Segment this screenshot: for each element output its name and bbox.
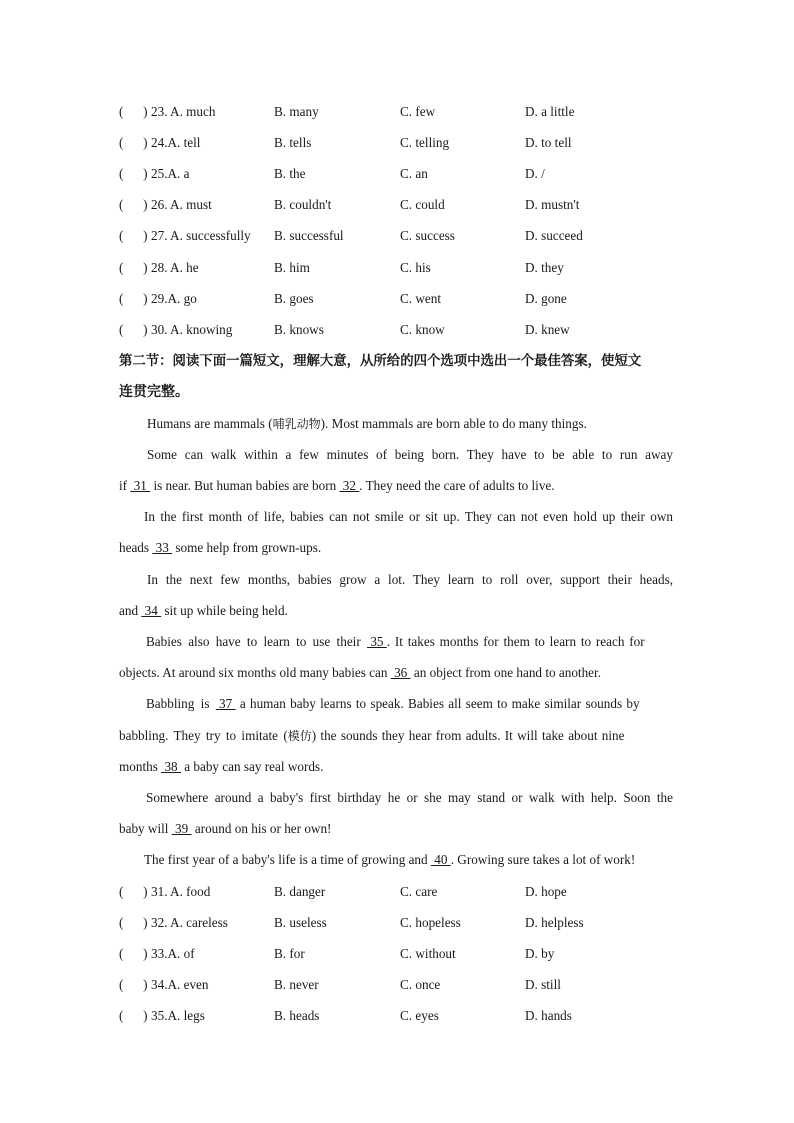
answer-blank: ( ) xyxy=(119,135,148,150)
passage-line: Some can walk within a few minutes of being born. They have to be able to run away xyxy=(147,447,673,462)
passage-text: Humans are mammals ( xyxy=(147,416,273,431)
passage-line xyxy=(146,632,673,652)
passage-line xyxy=(119,538,673,558)
option-a: 31. A. food xyxy=(151,884,211,899)
question-25 xyxy=(119,164,679,184)
passage-line xyxy=(146,694,673,714)
passage-text: sit up while being held. xyxy=(161,603,288,618)
option-c: C. an xyxy=(400,166,428,181)
option-d: D. to tell xyxy=(525,135,572,150)
question-23 xyxy=(119,102,679,122)
passage-text: ) the sounds they hear from adults. It will take about nine xyxy=(311,728,625,743)
passage-line xyxy=(119,663,673,683)
passage-cjk-note: 模仿 xyxy=(287,729,312,743)
passage-line xyxy=(144,850,673,870)
blank-33: 33 xyxy=(152,540,173,555)
option-a: 26. A. must xyxy=(151,197,212,212)
passage-line: In the next few months, babies grow a lot. They learn to roll over, support their heads, xyxy=(147,572,673,587)
passage-text: around on his or her own! xyxy=(191,821,332,836)
option-d: D. gone xyxy=(525,291,567,306)
passage-line xyxy=(119,601,673,621)
passage-text: . It takes months for them to learn to reach for xyxy=(386,634,645,649)
section-heading-line-2: 连贯完整。 xyxy=(119,384,189,400)
option-b: B. knows xyxy=(274,322,324,337)
question-32 xyxy=(119,913,679,933)
option-b: B. danger xyxy=(274,884,326,899)
answer-blank: ( ) xyxy=(119,977,148,992)
answer-blank: ( ) xyxy=(119,884,148,899)
option-a: 33.A. of xyxy=(151,946,195,961)
blank-37: 37 xyxy=(215,696,236,711)
question-35 xyxy=(119,1006,679,1026)
option-d: D. they xyxy=(525,260,564,275)
question-31 xyxy=(119,882,679,902)
option-c: C. hopeless xyxy=(400,915,461,930)
option-c: C. know xyxy=(400,322,445,337)
option-d: D. knew xyxy=(525,322,570,337)
option-c: C. telling xyxy=(400,135,450,150)
option-b: B. never xyxy=(274,977,319,992)
passage-text: objects. At around six months old many babies can xyxy=(119,665,391,680)
option-c: C. went xyxy=(400,291,442,306)
answer-blank: ( ) xyxy=(119,322,148,337)
passage-line xyxy=(119,757,673,777)
option-a: 34.A. even xyxy=(151,977,209,992)
option-d: D. mustn't xyxy=(525,197,580,212)
passage-text: an object from one hand to another. xyxy=(410,665,601,680)
option-c: C. his xyxy=(400,260,431,275)
option-a: 28. A. he xyxy=(151,260,199,275)
passage-text: months xyxy=(119,759,162,774)
passage-line: In the first month of life, babies can not smile or sit up. They can not even hold up their own xyxy=(144,509,673,524)
blank-40: 40 xyxy=(430,852,451,867)
option-a: 25.A. a xyxy=(151,166,190,181)
option-c: C. once xyxy=(400,977,441,992)
option-a: 29.A. go xyxy=(151,291,197,306)
option-b: B. heads xyxy=(274,1008,320,1023)
option-c: C. without xyxy=(400,946,456,961)
passage-text: ). Most mammals are born able to do many things. xyxy=(320,416,587,431)
option-d: D. succeed xyxy=(525,228,583,243)
option-d: D. hope xyxy=(525,884,567,899)
option-d: D. helpless xyxy=(525,915,584,930)
passage-text: . They need the care of adults to live. xyxy=(359,478,555,493)
question-30 xyxy=(119,320,679,340)
answer-blank: ( ) xyxy=(119,291,148,306)
option-a: 27. A. successfully xyxy=(151,228,251,243)
answer-blank: ( ) xyxy=(119,166,148,181)
option-c: C. eyes xyxy=(400,1008,439,1023)
question-27 xyxy=(119,226,679,246)
passage-line xyxy=(119,476,673,496)
option-c: C. could xyxy=(400,197,445,212)
option-b: B. useless xyxy=(274,915,327,930)
answer-blank: ( ) xyxy=(119,946,148,961)
passage-cjk-note: 哺乳动物 xyxy=(272,417,321,431)
question-33 xyxy=(119,944,679,964)
passage-text: heads xyxy=(119,540,153,555)
option-c: C. success xyxy=(400,228,455,243)
answer-blank: ( ) xyxy=(119,1008,148,1023)
passage-text: some help from grown-ups. xyxy=(172,540,322,555)
passage-text: is near. But human babies are born xyxy=(150,478,340,493)
option-c: C. few xyxy=(400,104,436,119)
blank-35: 35 xyxy=(367,634,387,649)
passage-text: and xyxy=(119,603,142,618)
passage-text: baby will xyxy=(119,821,172,836)
option-d: D. / xyxy=(525,166,545,181)
blank-39: 39 xyxy=(171,821,192,836)
answer-blank: ( ) xyxy=(119,228,148,243)
option-a: 23. A. much xyxy=(151,104,216,119)
option-b: B. for xyxy=(274,946,305,961)
option-d: D. hands xyxy=(525,1008,572,1023)
question-24 xyxy=(119,133,679,153)
question-26 xyxy=(119,195,679,215)
question-28 xyxy=(119,258,679,278)
option-b: B. goes xyxy=(274,291,314,306)
blank-31: 31 xyxy=(130,478,151,493)
passage-text: Babies also have to learn to use their xyxy=(146,634,368,649)
passage-line xyxy=(147,414,673,434)
option-d: D. still xyxy=(525,977,561,992)
answer-blank: ( ) xyxy=(119,197,148,212)
answer-blank: ( ) xyxy=(119,915,148,930)
option-d: D. by xyxy=(525,946,555,961)
blank-38: 38 xyxy=(161,759,181,774)
passage-line xyxy=(119,819,673,839)
question-29 xyxy=(119,289,679,309)
option-b: B. couldn't xyxy=(274,197,332,212)
answer-blank: ( ) xyxy=(119,104,148,119)
passage-text: The first year of a baby's life is a time of growing and xyxy=(144,852,431,867)
section-heading-line-1: 第二节：阅读下面一篇短文，理解大意，从所给的四个选项中选出一个最佳答案，使短文 xyxy=(119,354,642,369)
option-a: 30. A. knowing xyxy=(151,322,233,337)
blank-36: 36 xyxy=(390,665,411,680)
question-34 xyxy=(119,975,679,995)
option-b: B. many xyxy=(274,104,319,119)
passage-line: Somewhere around a baby's first birthday he or she may stand or walk with help. Soon the xyxy=(146,790,673,805)
option-c: C. care xyxy=(400,884,438,899)
passage-text: babbling. They try to imitate ( xyxy=(119,728,288,743)
passage-text: a human baby learns to speak. Babies all seem to make similar sounds by xyxy=(235,696,640,711)
passage-text: if xyxy=(119,478,131,493)
passage-line xyxy=(119,726,673,746)
passage-text: . Growing sure takes a lot of work! xyxy=(450,852,636,867)
option-b: B. tells xyxy=(274,135,312,150)
blank-34: 34 xyxy=(141,603,162,618)
option-b: B. successful xyxy=(274,228,344,243)
passage-text: a baby can say real words. xyxy=(180,759,324,774)
option-b: B. him xyxy=(274,260,310,275)
option-a: 32. A. careless xyxy=(151,915,228,930)
blank-32: 32 xyxy=(339,478,360,493)
option-a: 35.A. legs xyxy=(151,1008,205,1023)
option-b: B. the xyxy=(274,166,306,181)
section-heading xyxy=(119,346,679,408)
option-d: D. a little xyxy=(525,104,575,119)
option-a: 24.A. tell xyxy=(151,135,201,150)
answer-blank: ( ) xyxy=(119,260,148,275)
passage-text: Babbling is xyxy=(146,696,216,711)
